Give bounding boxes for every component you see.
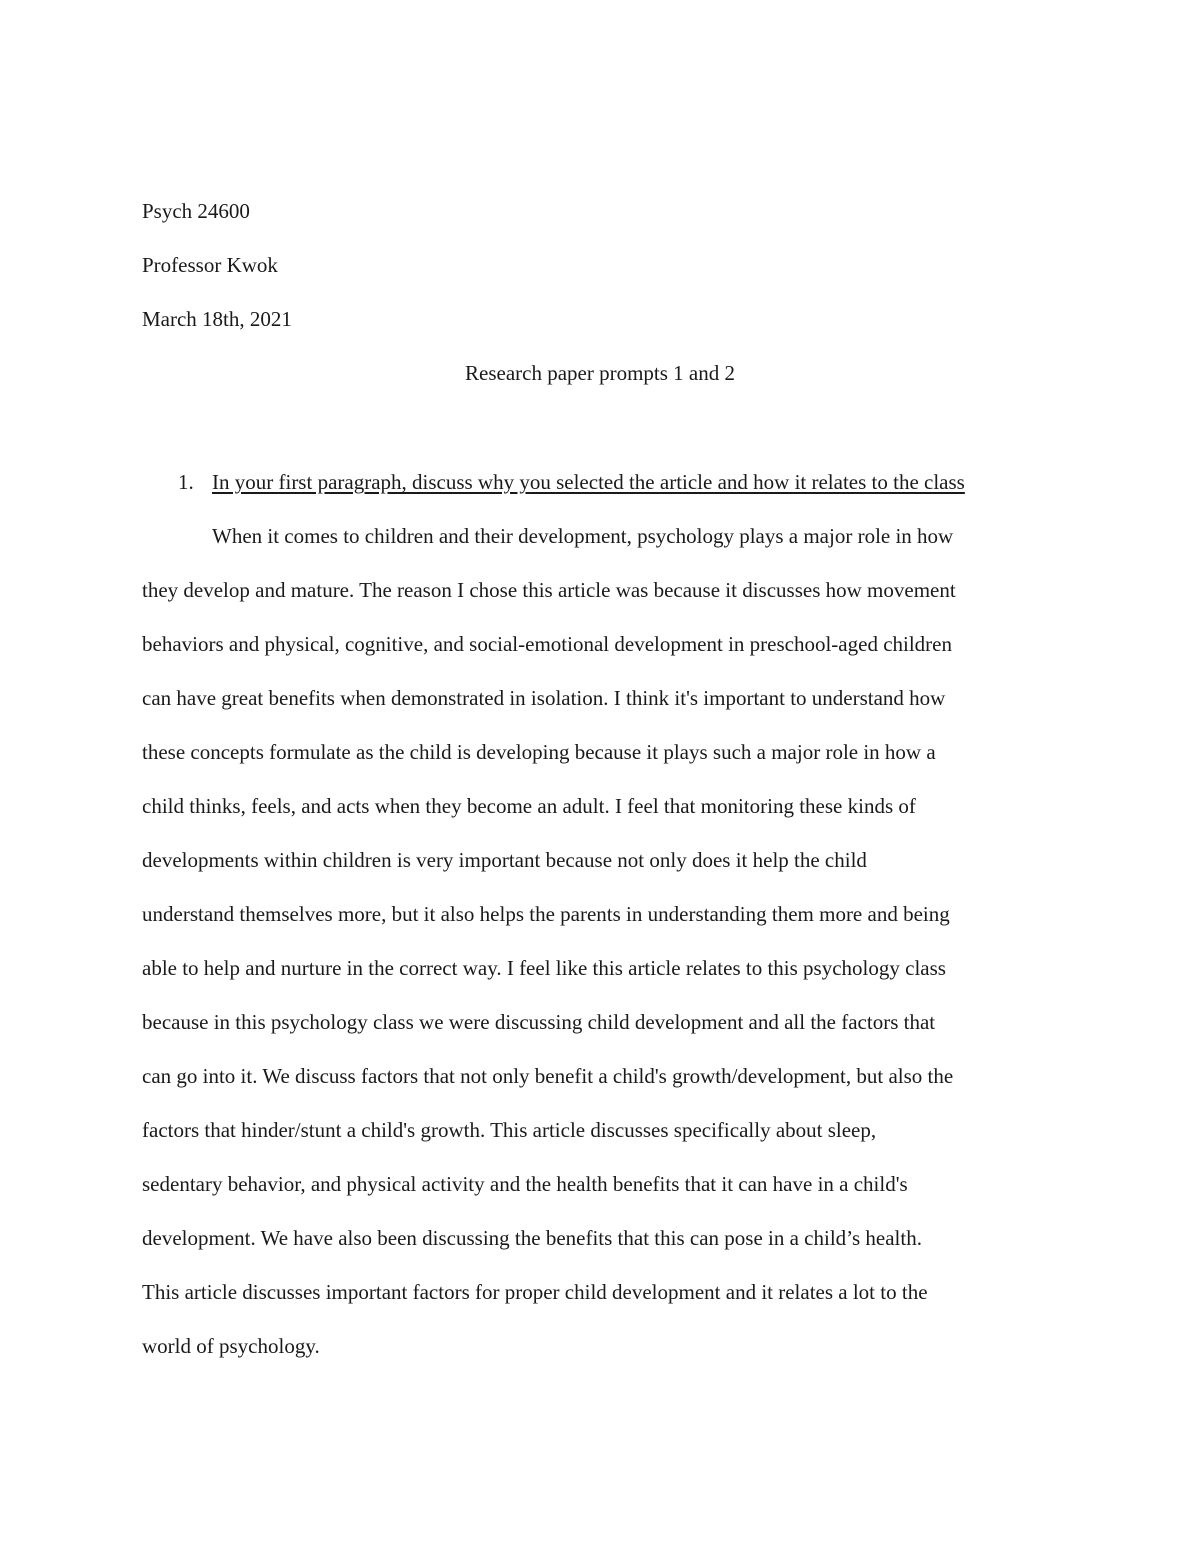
course-line: Psych 24600 [142,199,250,223]
paragraph-line: they develop and mature. The reason I chose this article was because it discusses how movement [142,578,956,602]
prompt-number: 1. [178,470,194,494]
paper-title: Research paper prompts 1 and 2 [465,361,735,385]
paragraph-line: When it comes to children and their development, psychology plays a major role in how [212,524,954,548]
paragraph-line: these concepts formulate as the child is developing because it plays such a major role in how a [142,740,936,764]
paragraph-line: This article discusses important factors for proper child development and it relates a lot to the [142,1280,928,1304]
paragraph-line: developments within children is very important because not only does it help the child [142,848,867,872]
paragraph-line: understand themselves more, but it also helps the parents in understanding them more and being [142,902,950,926]
prompt-1 [178,467,965,497]
professor-line: Professor Kwok [142,253,278,277]
paragraph-line: child thinks, feels, and acts when they become an adult. I feel that monitoring these kinds of [142,794,916,818]
date-line: March 18th, 2021 [142,307,292,331]
paragraph-line: able to help and nurture in the correct way. I feel like this article relates to this psychology class [142,956,946,980]
paragraph-line: behaviors and physical, cognitive, and social-emotional development in preschool-aged children [142,632,952,656]
paragraph-line: development. We have also been discussing the benefits that this can pose in a child’s health. [142,1226,922,1250]
paragraph-line: can go into it. We discuss factors that not only benefit a child's growth/development, but also the [142,1064,954,1088]
paragraph-line: sedentary behavior, and physical activity and the health benefits that it can have in a child's [142,1172,908,1196]
paragraph-line: can have great benefits when demonstrated in isolation. I think it's important to understand how [142,686,946,710]
paragraph-line: factors that hinder/stunt a child's growth. This article discusses specifically about sleep, [142,1118,877,1142]
prompt-text: In your first paragraph, discuss why you selected the article and how it relates to the class [212,470,965,494]
paragraph-line: because in this psychology class we were discussing child development and all the factors that [142,1010,936,1034]
paragraph-line: world of psychology. [142,1334,320,1358]
